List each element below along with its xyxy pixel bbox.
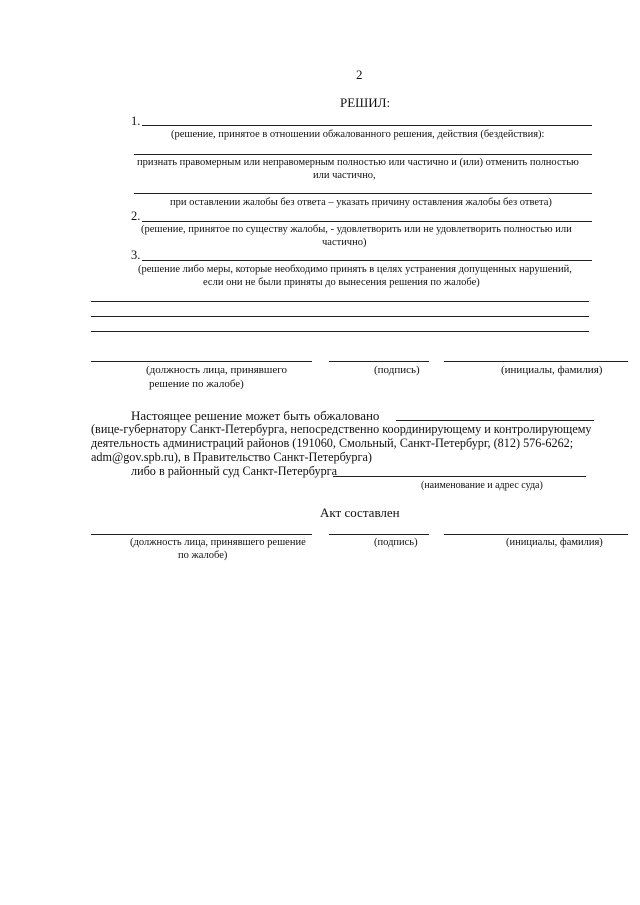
item-3-number: 3. [131, 248, 141, 262]
appeal-line-4: adm@gov.spb.ru), в Правительство Санкт-Петербурга) [91, 450, 372, 464]
item-1-input-line-3[interactable] [134, 193, 592, 194]
item-2-caption-a: (решение, принятое по существу жалобы, - удовлетворить или не удовлетворить полностью или [141, 224, 572, 235]
act-initials-caption: (инициалы, фамилия) [506, 537, 603, 548]
item-3-caption-b: если они не были приняты до вынесения решения по жалобе) [203, 277, 480, 288]
act-signature-caption: (подпись) [374, 537, 418, 548]
item-3-input-line[interactable] [142, 260, 592, 261]
act-title: Акт составлен [320, 505, 400, 520]
sign1-position-caption-a: (должность лица, принявшего [146, 364, 287, 376]
appeal-line-2: (вице-губернатору Санкт-Петербурга, непосредственно координирующему и контролирующему [91, 422, 592, 436]
sign1-initials-line[interactable] [444, 361, 628, 362]
act-position-caption-a: (должность лица, принявшего решение [130, 537, 306, 548]
sign1-initials-caption: (инициалы, фамилия) [501, 364, 603, 376]
sign1-signature-line[interactable] [329, 361, 429, 362]
item-1-caption-2a: признать правомерным или неправомерным полностью или частично и (или) отменить полностью [137, 157, 579, 168]
appeal-line-5: либо в районный суд Санкт-Петербурга [131, 464, 338, 478]
appeal-line-1: Настоящее решение может быть обжаловано [131, 408, 380, 423]
item-1-caption-1: (решение, принятое в отношении обжалованного решения, действия (бездействия): [171, 129, 545, 140]
act-position-line[interactable] [91, 534, 312, 535]
act-position-caption-b: по жалобе) [178, 550, 228, 561]
blank-line-2[interactable] [91, 316, 589, 317]
item-3-caption-a: (решение либо меры, которые необходимо принять в целях устранения допущенных нарушений, [138, 264, 572, 275]
appeal-line-3: деятельность администраций районов (191060, Смольный, Санкт-Петербург, (812) 576-6262; [91, 436, 574, 450]
item-2-caption-b: частично) [322, 237, 367, 248]
item-1-input-line-2[interactable] [134, 154, 592, 155]
sign1-position-line[interactable] [91, 361, 312, 362]
sign1-signature-caption: (подпись) [374, 364, 420, 376]
item-1-number: 1. [131, 114, 141, 128]
act-signature-line[interactable] [329, 534, 429, 535]
decision-heading: РЕШИЛ: [340, 95, 391, 110]
item-1-caption-2b: или частично, [313, 170, 376, 181]
appeal-input-line[interactable] [396, 420, 594, 421]
court-caption: (наименование и адрес суда) [421, 480, 543, 491]
blank-line-1[interactable] [91, 301, 589, 302]
sign1-position-caption-b: решение по жалобе) [149, 378, 244, 390]
item-1-input-line[interactable] [142, 125, 592, 126]
item-2-number: 2. [131, 209, 141, 223]
act-initials-line[interactable] [444, 534, 628, 535]
page-number: 2 [356, 67, 363, 82]
item-2-input-line[interactable] [142, 221, 592, 222]
blank-line-3[interactable] [91, 331, 589, 332]
court-input-line[interactable] [333, 476, 586, 477]
item-1-caption-3: при оставлении жалобы без ответа – указать причину оставления жалобы без ответа) [170, 197, 552, 208]
